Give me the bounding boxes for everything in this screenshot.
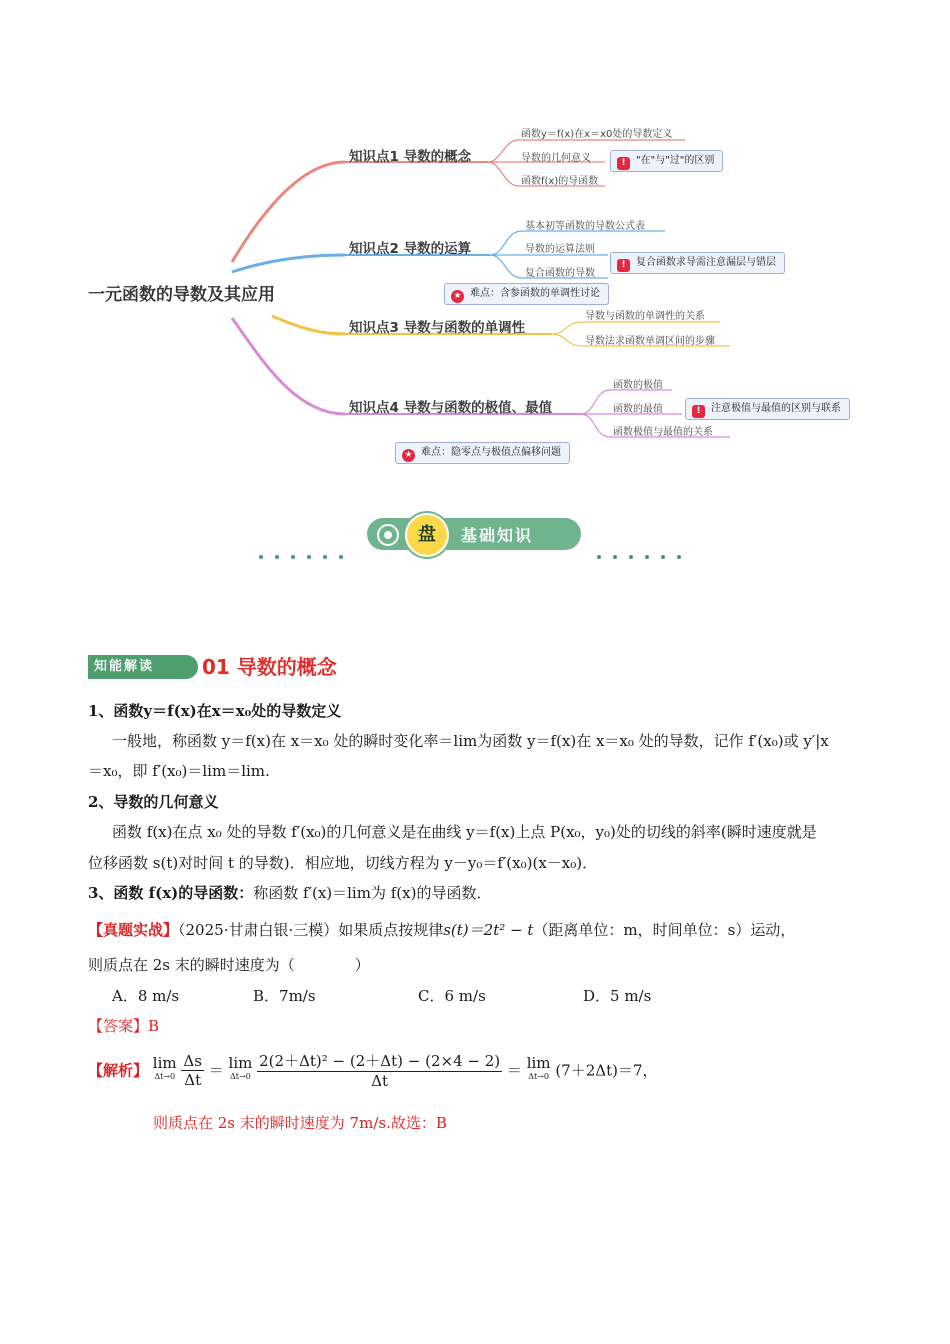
- option-c: C．6 m/s: [418, 987, 486, 1005]
- question-unit-note: （距离单位：m，时间单位：s）运动，: [533, 921, 796, 939]
- paragraph-1-line-2: ＝x₀，即 f′(x₀)＝lim＝lim.: [88, 762, 270, 780]
- limit-1: [153, 1056, 177, 1084]
- limit-2-sub: Δt→0: [230, 1072, 251, 1081]
- banner-title: 基础知识: [461, 526, 534, 545]
- branch-1-tag: [610, 150, 723, 172]
- answer-line: [88, 1015, 159, 1037]
- limit-1-text: lim: [152, 1054, 177, 1072]
- branch-4-tag-text: 注意极值与最值的区别与联系: [711, 403, 841, 414]
- section-title: 01 导数的概念: [202, 655, 337, 679]
- question-label: 【真题实战】: [88, 921, 179, 939]
- heading-3: 3、函数 f(x)的导函数：: [88, 884, 254, 902]
- question-law: s(t)＝2t² − t: [443, 921, 534, 939]
- branch-4-note: [395, 442, 570, 464]
- limit-1-sub: Δt→0: [154, 1072, 176, 1081]
- fraction-2-num: 2(2＋Δt)² − (2＋Δt) − (2×4 − 2): [259, 1052, 501, 1070]
- section-tag: 知能解读: [88, 655, 198, 679]
- heading-1: 1、函数y＝f(x)在x＝x₀处的导数定义: [88, 702, 342, 720]
- branch-4-note-text: 难点：隐零点与极值点偏移问题: [421, 447, 561, 458]
- branch-3-leaf-2: 导数法求函数单调区间的步骤: [585, 336, 715, 347]
- banner-dots-left: [259, 544, 355, 550]
- answer-value: B: [148, 1017, 160, 1035]
- analysis-label: 【解析】: [88, 1061, 149, 1080]
- limit-2: [229, 1056, 253, 1084]
- branch-2-note: [444, 283, 609, 305]
- fraction-2-den: Δt: [371, 1072, 389, 1090]
- fraction-2: [257, 1050, 502, 1090]
- branch-4-leaf-2: 函数的最值: [613, 404, 663, 415]
- limit-3-sub: Δt→0: [528, 1072, 550, 1081]
- question-source: （2025·甘肃白银·三模）如果质点按规律: [178, 921, 444, 939]
- branch-4-leaf-3: 函数极值与最值的关系: [613, 427, 713, 438]
- branch-1-title: 知识点1 导数的概念: [349, 149, 472, 165]
- banner-badge: 盘: [405, 513, 449, 557]
- star-icon: ★: [402, 449, 415, 462]
- branch-2-title: 知识点2 导数的运算: [349, 241, 472, 257]
- paragraph-2-line-2: 位移函数 s(t)对时间 t 的导数)．相应地，切线方程为 y－y₀＝f′(x₀)(x－x₀)．: [88, 854, 598, 872]
- limit-3: [527, 1056, 551, 1084]
- branch-2-tag-text: 复合函数求导需注意漏层与错层: [636, 257, 776, 268]
- target-icon: [377, 524, 399, 546]
- branch-2-note-text: 难点：含参函数的单调性讨论: [470, 288, 600, 299]
- banner-dots-right: [597, 544, 693, 550]
- option-b: B．7m/s: [253, 987, 316, 1005]
- branch-1-leaf-3: 函数f(x)的导函数: [521, 176, 599, 187]
- branch-4-leaf-1: 函数的极值: [613, 380, 663, 391]
- branch-1-tag-text: "在"与"过"的区别: [636, 155, 715, 166]
- answer-label: 【答案】: [88, 1017, 149, 1035]
- heading-3-line: [88, 882, 491, 904]
- option-a: A．8 m/s: [112, 987, 180, 1005]
- fraction-1-num: Δs: [183, 1051, 202, 1070]
- branch-4-title: 知识点4 导数与函数的极值、最值: [349, 400, 553, 416]
- formula-tail: (7＋2Δt)＝7，: [555, 1061, 658, 1080]
- limit-3-text: lim: [526, 1054, 551, 1072]
- branch-4-tag: [685, 398, 850, 420]
- question-stem-2: 则质点在 2s 末的瞬时速度为（ ）: [88, 956, 370, 974]
- paragraph-1-line-1: 一般地，称函数 y＝f(x)在 x＝x₀ 处的瞬时变化率＝lim为函数 y＝f(x)在 x＝x₀ 处的导数，记作 f′(x₀)或 y′|x: [112, 732, 829, 750]
- mind-map: [0, 0, 950, 480]
- paragraph-2-line-1: 函数 f(x)在点 x₀ 处的导数 f′(x₀)的几何意义是在曲线 y＝f(x)上点 P(x₀，y₀)处的切线的斜率(瞬时速度就是: [112, 823, 817, 841]
- limit-2-text: lim: [228, 1054, 253, 1072]
- alert-icon: !: [617, 157, 630, 170]
- heading-2: 2、导数的几何意义: [88, 793, 219, 811]
- mind-map-root: 一元函数的导数及其应用: [88, 285, 275, 305]
- branch-1-leaf-1: 函数y＝f(x)在x＝x0处的导数定义: [521, 129, 673, 140]
- branch-3-title: 知识点3 导数与函数的单调性: [349, 320, 526, 336]
- conclusion: 则质点在 2s 末的瞬时速度为 7m/s.故选：B: [153, 1114, 447, 1132]
- paragraph-3: 称函数 f′(x)＝lim为 f(x)的导函数．: [253, 884, 492, 902]
- fraction-1: [181, 1052, 204, 1089]
- fraction-1-den: Δt: [184, 1070, 202, 1089]
- branch-2-tag: [610, 252, 785, 274]
- alert-icon: !: [692, 405, 705, 418]
- branch-1-leaf-2: 导数的几何意义: [521, 153, 591, 164]
- analysis-formula: 【解析】 lim Δt→0 $\frac{\Delta s}{\Delta t}$ ＝ lim Δt→0 $\frac{\text{2(2＋Δt)² − (2＋Δt) − (2×4 − 2)}}{\Delta t}$ ＝ lim Δt→0 (7＋2Δt)＝7，: [88, 1051, 658, 1090]
- branch-2-leaf-3: 复合函数的导数: [525, 268, 595, 279]
- branch-2-leaf-1: 基本初等函数的导数公式表: [525, 221, 645, 232]
- option-d: D．5 m/s: [583, 987, 652, 1005]
- star-icon: ★: [451, 290, 464, 303]
- branch-3-leaf-1: 导数与函数的单调性的关系: [585, 311, 705, 322]
- question-stem-1: [88, 919, 795, 941]
- branch-2-leaf-2: 导数的运算法则: [525, 244, 595, 255]
- section-banner: [255, 513, 695, 557]
- alert-icon: !: [617, 259, 630, 272]
